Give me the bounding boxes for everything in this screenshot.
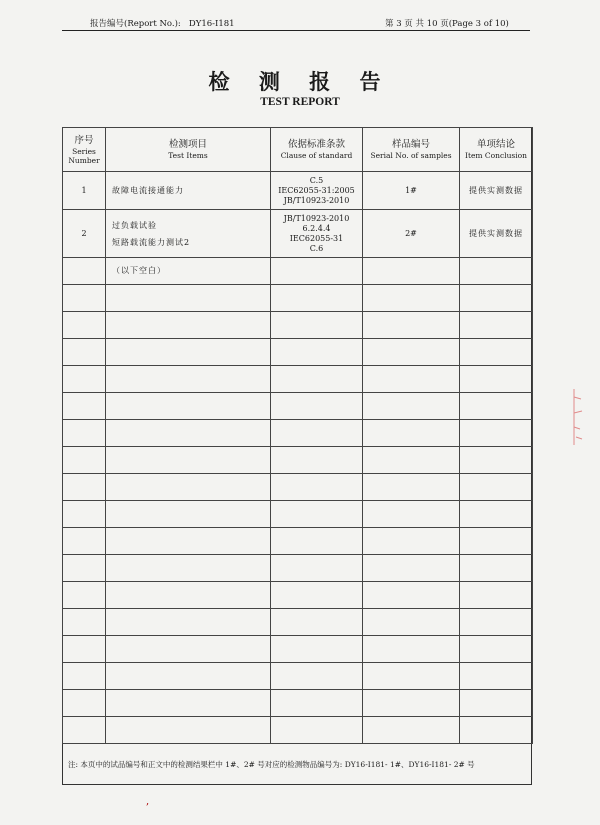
empty-cell	[106, 393, 271, 420]
item-conclusion: 提供实测数据	[460, 172, 533, 210]
empty-cell	[460, 285, 533, 312]
header-cn: 检测项目	[168, 139, 207, 150]
empty-rows	[63, 285, 533, 744]
test-items-table	[62, 127, 533, 744]
header-en: Series Number	[68, 146, 100, 165]
empty-cell	[363, 663, 460, 690]
empty-cell	[363, 285, 460, 312]
empty-table-row	[63, 663, 533, 690]
empty-cell	[63, 366, 106, 393]
empty-table-row	[63, 420, 533, 447]
empty-table-row	[63, 393, 533, 420]
empty-cell	[106, 555, 271, 582]
empty-cell	[271, 258, 363, 285]
empty-cell	[460, 609, 533, 636]
empty-cell	[363, 690, 460, 717]
empty-cell	[271, 447, 363, 474]
table-header-row	[63, 128, 533, 172]
empty-cell	[63, 582, 106, 609]
empty-cell	[106, 420, 271, 447]
clause-line: JB/T10923-2010	[283, 213, 350, 223]
sample-number: 1#	[363, 172, 460, 210]
empty-cell	[271, 528, 363, 555]
empty-cell	[63, 285, 106, 312]
empty-table-row	[63, 501, 533, 528]
empty-cell	[363, 636, 460, 663]
empty-cell	[106, 663, 271, 690]
empty-cell	[63, 447, 106, 474]
empty-cell	[271, 393, 363, 420]
empty-cell	[460, 501, 533, 528]
table-row	[63, 210, 533, 258]
test-item: 故障电流接通能力	[106, 172, 271, 210]
empty-table-row	[63, 366, 533, 393]
empty-table-row	[63, 339, 533, 366]
clause-line: 6.2.4.4	[302, 223, 331, 233]
header-cn: 序号	[74, 134, 94, 146]
empty-cell	[460, 663, 533, 690]
clause-line: C.6	[309, 243, 324, 253]
empty-table-row	[63, 312, 533, 339]
header-en: Test Items	[168, 151, 208, 160]
empty-cell	[460, 393, 533, 420]
empty-table-row	[63, 555, 533, 582]
item-conclusion: 提供实测数据	[460, 210, 533, 258]
empty-cell	[271, 609, 363, 636]
empty-cell	[271, 690, 363, 717]
empty-cell	[106, 582, 271, 609]
empty-cell	[106, 474, 271, 501]
header-en: Clause of standard	[280, 151, 353, 160]
empty-cell	[271, 420, 363, 447]
clause-line: IEC62055-31	[289, 233, 344, 243]
empty-cell	[271, 366, 363, 393]
empty-cell	[460, 582, 533, 609]
empty-cell	[363, 555, 460, 582]
empty-cell	[106, 501, 271, 528]
table-row	[63, 172, 533, 210]
header-clause	[271, 128, 363, 172]
header-test-items	[106, 128, 271, 172]
empty-cell	[363, 312, 460, 339]
header-cn: 依据标准条款	[287, 139, 345, 150]
empty-cell	[460, 420, 533, 447]
title-chinese: 检 测 报 告	[208, 69, 392, 94]
empty-cell	[363, 609, 460, 636]
test-item	[106, 210, 271, 258]
empty-cell	[63, 690, 106, 717]
empty-cell	[271, 285, 363, 312]
empty-cell	[460, 258, 533, 285]
empty-cell	[106, 528, 271, 555]
empty-table-row	[63, 528, 533, 555]
empty-cell	[271, 312, 363, 339]
empty-table-row	[63, 582, 533, 609]
empty-cell	[460, 690, 533, 717]
empty-cell	[460, 474, 533, 501]
empty-cell	[63, 420, 106, 447]
empty-cell	[363, 393, 460, 420]
empty-cell	[363, 528, 460, 555]
test-item-line: 短路载流能力测试2	[112, 237, 191, 247]
header-en: Serial No. of samples	[370, 151, 452, 160]
page-number: 第 3 页 共 10 页(Page 3 of 10)	[385, 19, 509, 29]
report-number-header	[90, 17, 235, 29]
empty-cell	[460, 447, 533, 474]
empty-cell	[106, 339, 271, 366]
empty-cell	[106, 366, 271, 393]
empty-cell	[63, 501, 106, 528]
empty-cell	[271, 636, 363, 663]
empty-cell	[63, 717, 106, 744]
empty-cell	[460, 636, 533, 663]
header-cn: 单项结论	[476, 139, 515, 150]
row-number: 2	[63, 210, 106, 258]
empty-cell	[363, 582, 460, 609]
empty-table-row	[63, 474, 533, 501]
header-en: Item Conclusion	[464, 151, 528, 160]
empty-table-row	[63, 636, 533, 663]
empty-cell	[460, 366, 533, 393]
header-conclusion	[460, 128, 533, 172]
empty-cell	[63, 609, 106, 636]
blank-note: （以下空白）	[106, 258, 271, 285]
empty-table-row	[63, 447, 533, 474]
empty-cell	[271, 717, 363, 744]
empty-cell	[63, 663, 106, 690]
empty-cell	[460, 528, 533, 555]
empty-cell	[63, 528, 106, 555]
empty-cell	[106, 717, 271, 744]
empty-cell	[363, 717, 460, 744]
empty-cell	[106, 690, 271, 717]
empty-cell	[460, 717, 533, 744]
empty-cell	[106, 609, 271, 636]
empty-cell	[271, 663, 363, 690]
ink-mark: ,	[146, 796, 150, 807]
empty-cell	[460, 339, 533, 366]
empty-cell	[63, 636, 106, 663]
margin-stamp-mark	[571, 387, 585, 447]
clause-line: JB/T10923-2010	[283, 195, 350, 205]
empty-cell	[271, 582, 363, 609]
report-number-label: 报告编号(Report No.):	[90, 19, 181, 29]
clause-cell	[271, 210, 363, 258]
header-series-number	[63, 128, 106, 172]
empty-cell	[106, 285, 271, 312]
empty-cell	[363, 447, 460, 474]
header-cn: 样品编号	[391, 139, 430, 150]
empty-cell	[271, 555, 363, 582]
empty-cell	[63, 312, 106, 339]
empty-cell	[363, 420, 460, 447]
report-number-value: DY16-I181	[188, 19, 235, 29]
clause-line: IEC62055-31:2005	[278, 185, 355, 195]
empty-cell	[63, 474, 106, 501]
empty-cell	[271, 501, 363, 528]
empty-cell	[63, 339, 106, 366]
clause-line: C.5	[309, 175, 324, 185]
empty-cell	[63, 258, 106, 285]
title-english: TEST REPORT	[260, 96, 340, 108]
empty-cell	[363, 474, 460, 501]
empty-cell	[363, 366, 460, 393]
empty-cell	[106, 636, 271, 663]
header-rule	[62, 30, 530, 31]
row-number: 1	[63, 172, 106, 210]
empty-cell	[63, 393, 106, 420]
test-item-line: 过负载试验	[112, 220, 157, 230]
empty-table-row	[63, 609, 533, 636]
empty-cell	[460, 555, 533, 582]
empty-cell	[271, 339, 363, 366]
empty-cell	[460, 312, 533, 339]
empty-cell	[363, 339, 460, 366]
sample-number: 2#	[363, 210, 460, 258]
footnote: 注: 本页中的试品编号和正文中的检测结果栏中 1#、2# 号对应的检测物品编号为: DY16-I181- 1#、DY16-I181- 2# 号	[68, 760, 475, 769]
header-serial-no	[363, 128, 460, 172]
empty-cell	[106, 447, 271, 474]
empty-table-row	[63, 285, 533, 312]
empty-table-row	[63, 690, 533, 717]
clause-cell	[271, 172, 363, 210]
empty-cell	[363, 258, 460, 285]
empty-table-row	[63, 717, 533, 744]
table-row-blank-note	[63, 258, 533, 285]
empty-cell	[106, 312, 271, 339]
empty-cell	[271, 474, 363, 501]
empty-cell	[363, 501, 460, 528]
empty-cell	[63, 555, 106, 582]
